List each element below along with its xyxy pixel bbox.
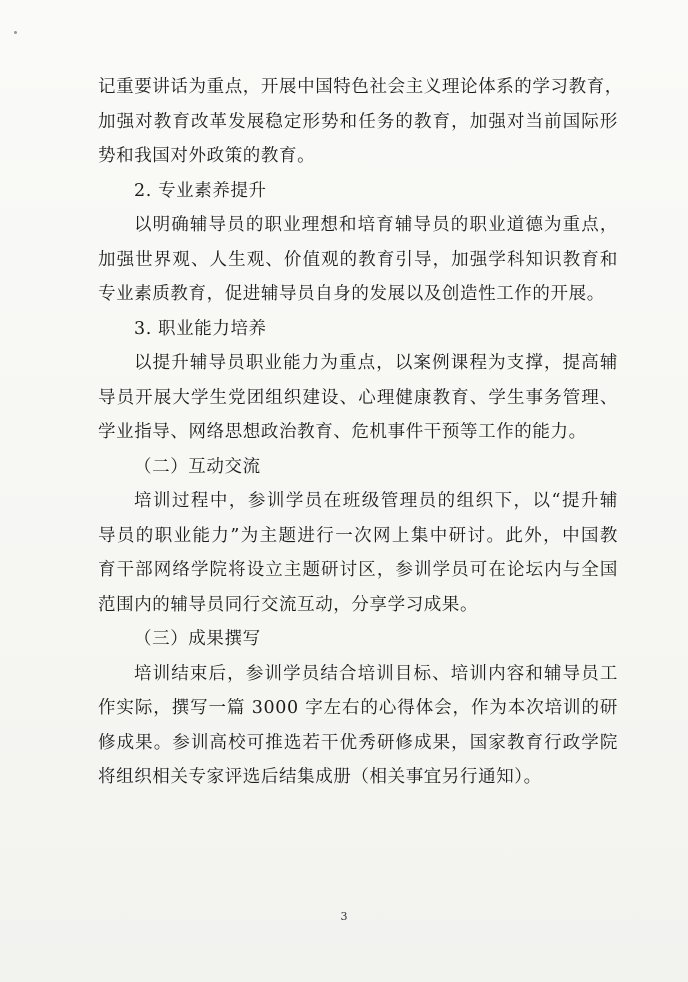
heading-interactive-exchange: （二）互动交流 xyxy=(134,456,261,477)
text-line: 育干部网络学院将设立主题研讨区，参训学员可在论坛内与全国 xyxy=(98,560,618,580)
text-line: 培训过程中，参训学员在班级管理员的组织下，以“提升辅 xyxy=(134,491,618,511)
scan-speck xyxy=(14,31,17,34)
paragraph-results-writing xyxy=(98,657,618,795)
paragraph-political-education xyxy=(98,70,623,174)
text-line: 记重要讲话为重点，开展中国特色社会主义理论体系的学习教育， xyxy=(98,77,623,97)
heading-vocational-ability: 3. 职业能力培养 xyxy=(134,318,267,339)
text-line: 导员的职业能力”为主题进行一次网上集中研讨。此外，中国教 xyxy=(98,525,618,546)
text-line: 将组织相关专家评选后结集成册（相关事宜另行通知）。 xyxy=(98,767,542,787)
text-line: 势和我国对外政策的教育。 xyxy=(98,146,316,166)
text-line: 以提升辅导员职业能力为重点，以案例课程为支撑，提高辅 xyxy=(134,353,618,373)
paragraph-vocational-ability xyxy=(98,346,618,450)
text-line: 修成果。参训高校可推选若干优秀研修成果，国家教育行政学院 xyxy=(98,732,618,753)
text-line: 加强世界观、人生观、价值观的教育引导，加强学科知识教育和 xyxy=(98,249,618,270)
text-line: 加强对教育改革发展稳定形势和任务的教育，加强对当前国际形 xyxy=(98,111,618,132)
text-line: 范围内的辅导员同行交流互动，分享学习成果。 xyxy=(98,594,479,615)
text-line: 培训结束后，参训学员结合培训目标、培训内容和辅导员工 xyxy=(134,663,618,684)
page-number: 3 xyxy=(340,910,348,923)
heading-professional-literacy: 2. 专业素养提升 xyxy=(134,180,267,201)
heading-results-writing: （三）成果撰写 xyxy=(134,629,261,649)
text-line: 专业素质教育，促进辅导员自身的发展以及创造性工作的开展。 xyxy=(98,284,605,304)
text-line: 以明确辅导员的职业理想和培育辅导员的职业道德为重点， xyxy=(134,215,618,235)
document-body xyxy=(98,70,623,795)
paragraph-interactive-exchange xyxy=(98,484,618,622)
paragraph-professional-literacy xyxy=(98,208,618,312)
text-line: 导员开展大学生党团组织建设、心理健康教育、学生事务管理、 xyxy=(98,387,618,408)
text-line: 作实际，撰写一篇 3000 字左右的心得体会，作为本次培训的研 xyxy=(98,698,618,718)
text-line: 学业指导、网络思想政治教育、危机事件干预等工作的能力。 xyxy=(98,422,587,442)
